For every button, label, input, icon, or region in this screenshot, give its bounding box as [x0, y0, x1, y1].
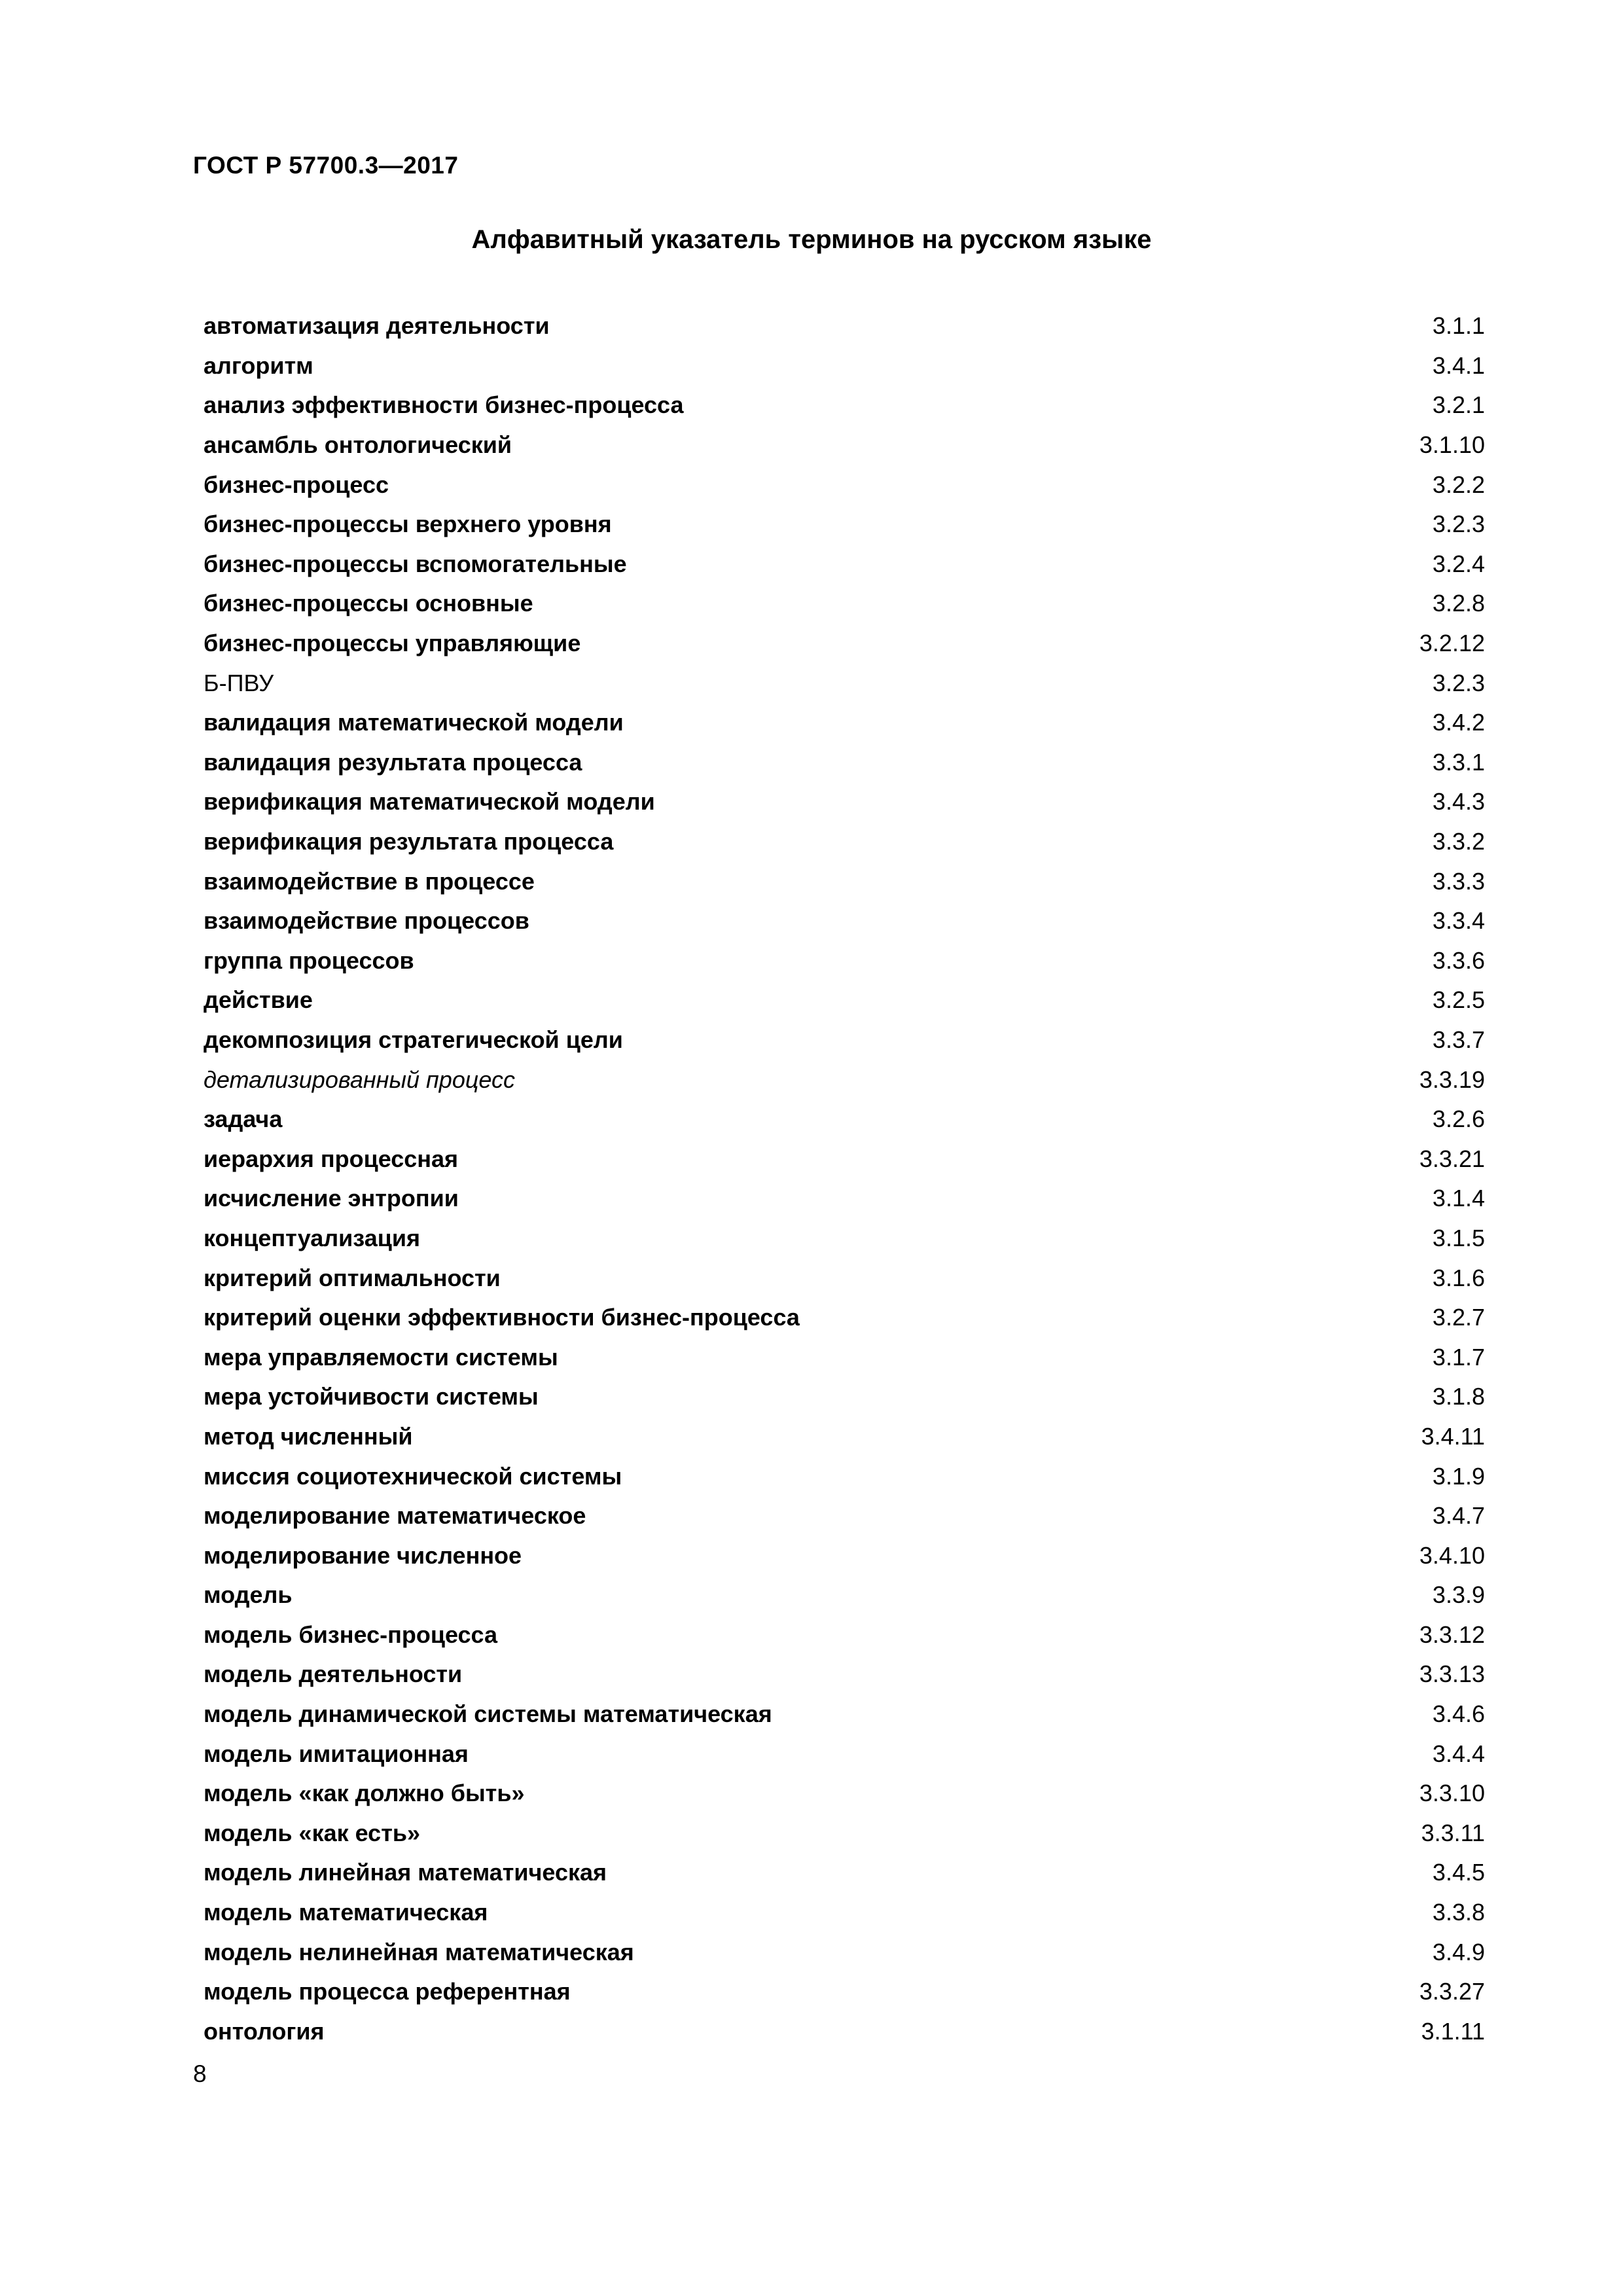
index-term: бизнес-процессы вспомогательные	[204, 550, 627, 577]
index-term: онтология	[204, 2017, 325, 2045]
index-reference: 3.2.8	[1432, 590, 1485, 617]
document-header: ГОСТ Р 57700.3—2017	[193, 152, 459, 179]
index-term: Б-ПВУ	[204, 669, 274, 696]
index-term: действие	[204, 986, 313, 1014]
index-term: модель имитационная	[204, 1740, 469, 1767]
page-number: 8	[193, 2060, 207, 2087]
index-entry	[204, 584, 1485, 624]
index-reference: 3.4.1	[1432, 351, 1485, 379]
index-term: бизнес-процесс	[204, 471, 389, 498]
index-entry	[204, 1932, 1485, 1972]
index-entry	[204, 1535, 1485, 1575]
index-term: мера управляемости системы	[204, 1343, 558, 1371]
index-entry	[204, 1734, 1485, 1774]
index-term: модель «как должно быть»	[204, 1780, 525, 1807]
index-reference: 3.1.9	[1432, 1462, 1485, 1490]
index-term: бизнес-процессы основные	[204, 590, 533, 617]
index-reference: 3.3.1	[1432, 748, 1485, 776]
index-entry	[204, 1377, 1485, 1417]
index-entry	[204, 1695, 1485, 1734]
index-entry	[204, 1139, 1485, 1179]
index-reference: 3.1.5	[1432, 1224, 1485, 1251]
index-term: миссия социотехнической системы	[204, 1462, 622, 1490]
index-term: мера устойчивости системы	[204, 1383, 539, 1410]
index-term: бизнес-процессы верхнего уровня	[204, 511, 612, 538]
index-reference: 3.4.9	[1432, 1938, 1485, 1965]
index-reference: 3.1.7	[1432, 1343, 1485, 1371]
index-reference: 3.4.5	[1432, 1859, 1485, 1886]
index-reference: 3.2.3	[1432, 511, 1485, 538]
index-reference: 3.3.27	[1419, 1978, 1485, 2005]
index-entry	[204, 1575, 1485, 1615]
index-term: валидация математической модели	[204, 709, 624, 736]
index-term: модель процесса референтная	[204, 1978, 571, 2005]
index-reference: 3.3.3	[1432, 867, 1485, 895]
index-entry	[204, 901, 1485, 941]
index-entry	[204, 1972, 1485, 2012]
index-entry	[204, 2012, 1485, 2052]
index-reference: 3.3.10	[1419, 1780, 1485, 1807]
index-reference: 3.3.11	[1421, 1819, 1485, 1846]
index-reference: 3.3.21	[1419, 1145, 1485, 1172]
index-reference: 3.2.1	[1432, 391, 1485, 419]
index-entry	[204, 1100, 1485, 1139]
index-entry	[204, 1853, 1485, 1893]
index-term: модель линейная математическая	[204, 1859, 607, 1886]
index-reference: 3.2.3	[1432, 669, 1485, 696]
index-term: модель математическая	[204, 1899, 488, 1926]
index-term: моделирование численное	[204, 1541, 522, 1569]
index-entry	[204, 1179, 1485, 1219]
index-entry	[204, 663, 1485, 703]
index-term: задача	[204, 1105, 283, 1133]
index-term: валидация результата процесса	[204, 748, 582, 776]
index-term: критерий оценки эффективности бизнес-процесса	[204, 1304, 800, 1331]
index-term: бизнес-процессы управляющие	[204, 630, 581, 657]
index-term: критерий оптимальности	[204, 1264, 501, 1291]
index-entry	[204, 465, 1485, 505]
index-term: модель бизнес-процесса	[204, 1621, 498, 1648]
index-entry	[204, 1219, 1485, 1259]
index-reference: 3.1.4	[1432, 1185, 1485, 1212]
index-term: концептуализация	[204, 1224, 420, 1251]
index-reference: 3.1.6	[1432, 1264, 1485, 1291]
index-reference: 3.4.11	[1421, 1422, 1485, 1450]
index-term: модель деятельности	[204, 1660, 463, 1688]
index-entry	[204, 941, 1485, 981]
index-term: модель динамической системы математическая	[204, 1700, 772, 1728]
index-reference: 3.4.6	[1432, 1700, 1485, 1728]
index-reference: 3.3.9	[1432, 1581, 1485, 1609]
index-term: верификация математической модели	[204, 788, 655, 816]
index-reference: 3.3.8	[1432, 1899, 1485, 1926]
index-entry	[204, 703, 1485, 743]
index-reference: 3.4.2	[1432, 709, 1485, 736]
index-reference: 3.3.4	[1432, 907, 1485, 935]
index-title: Алфавитный указатель терминов на русском языке	[471, 225, 1152, 254]
index-reference: 3.2.12	[1419, 630, 1485, 657]
index-entry	[204, 1893, 1485, 1933]
index-reference: 3.1.8	[1432, 1383, 1485, 1410]
index-reference: 3.4.10	[1419, 1541, 1485, 1569]
index-term: модель нелинейная математическая	[204, 1938, 634, 1965]
index-reference: 3.4.7	[1432, 1502, 1485, 1530]
index-term: модель «как есть»	[204, 1819, 420, 1846]
index-term: моделирование математическое	[204, 1502, 586, 1530]
index-term: взаимодействие процессов	[204, 907, 529, 935]
index-entry	[204, 1615, 1485, 1655]
index-reference: 3.1.11	[1421, 2017, 1485, 2045]
index-reference: 3.3.6	[1432, 946, 1485, 974]
index-entry	[204, 743, 1485, 783]
index-reference: 3.2.6	[1432, 1105, 1485, 1133]
index-entry	[204, 425, 1485, 465]
index-term: иерархия процессная	[204, 1145, 459, 1172]
term-index-list	[204, 306, 1485, 2051]
index-reference: 3.2.7	[1432, 1304, 1485, 1331]
index-reference: 3.3.12	[1419, 1621, 1485, 1648]
index-term: ансамбль онтологический	[204, 431, 512, 459]
index-term: анализ эффективности бизнес-процесса	[204, 391, 684, 419]
index-entry	[204, 1337, 1485, 1377]
index-reference: 3.2.4	[1432, 550, 1485, 577]
index-entry	[204, 624, 1485, 664]
index-term: метод численный	[204, 1422, 413, 1450]
index-reference: 3.3.7	[1432, 1026, 1485, 1053]
index-entry	[204, 822, 1485, 862]
index-term: алгоритм	[204, 351, 313, 379]
index-term: исчисление энтропии	[204, 1185, 459, 1212]
index-reference: 3.3.2	[1432, 828, 1485, 855]
index-reference: 3.4.3	[1432, 788, 1485, 816]
index-entry	[204, 1258, 1485, 1298]
index-reference: 3.1.10	[1419, 431, 1485, 459]
index-entry	[204, 1456, 1485, 1496]
index-entry	[204, 505, 1485, 545]
index-reference: 3.2.5	[1432, 986, 1485, 1014]
index-entry	[204, 782, 1485, 822]
index-term: детализированный процесс	[204, 1066, 516, 1093]
index-term: автоматизация деятельности	[204, 312, 550, 340]
index-entry	[204, 1298, 1485, 1338]
index-term: модель	[204, 1581, 293, 1609]
index-entry	[204, 1774, 1485, 1814]
index-entry	[204, 306, 1485, 346]
index-entry	[204, 1655, 1485, 1695]
index-entry	[204, 980, 1485, 1020]
index-reference: 3.1.1	[1432, 312, 1485, 340]
index-reference: 3.2.2	[1432, 471, 1485, 498]
index-reference: 3.3.19	[1419, 1066, 1485, 1093]
index-entry	[204, 1496, 1485, 1536]
index-entry	[204, 1060, 1485, 1100]
index-entry	[204, 1020, 1485, 1060]
index-entry	[204, 545, 1485, 584]
index-entry	[204, 861, 1485, 901]
index-entry	[204, 386, 1485, 425]
index-entry	[204, 1814, 1485, 1854]
index-entry	[204, 1417, 1485, 1457]
index-term: группа процессов	[204, 946, 414, 974]
index-reference: 3.3.13	[1419, 1660, 1485, 1688]
index-term: верификация результата процесса	[204, 828, 614, 855]
index-term: декомпозиция стратегической цели	[204, 1026, 623, 1053]
index-entry	[204, 346, 1485, 386]
index-term: взаимодействие в процессе	[204, 867, 535, 895]
index-reference: 3.4.4	[1432, 1740, 1485, 1767]
